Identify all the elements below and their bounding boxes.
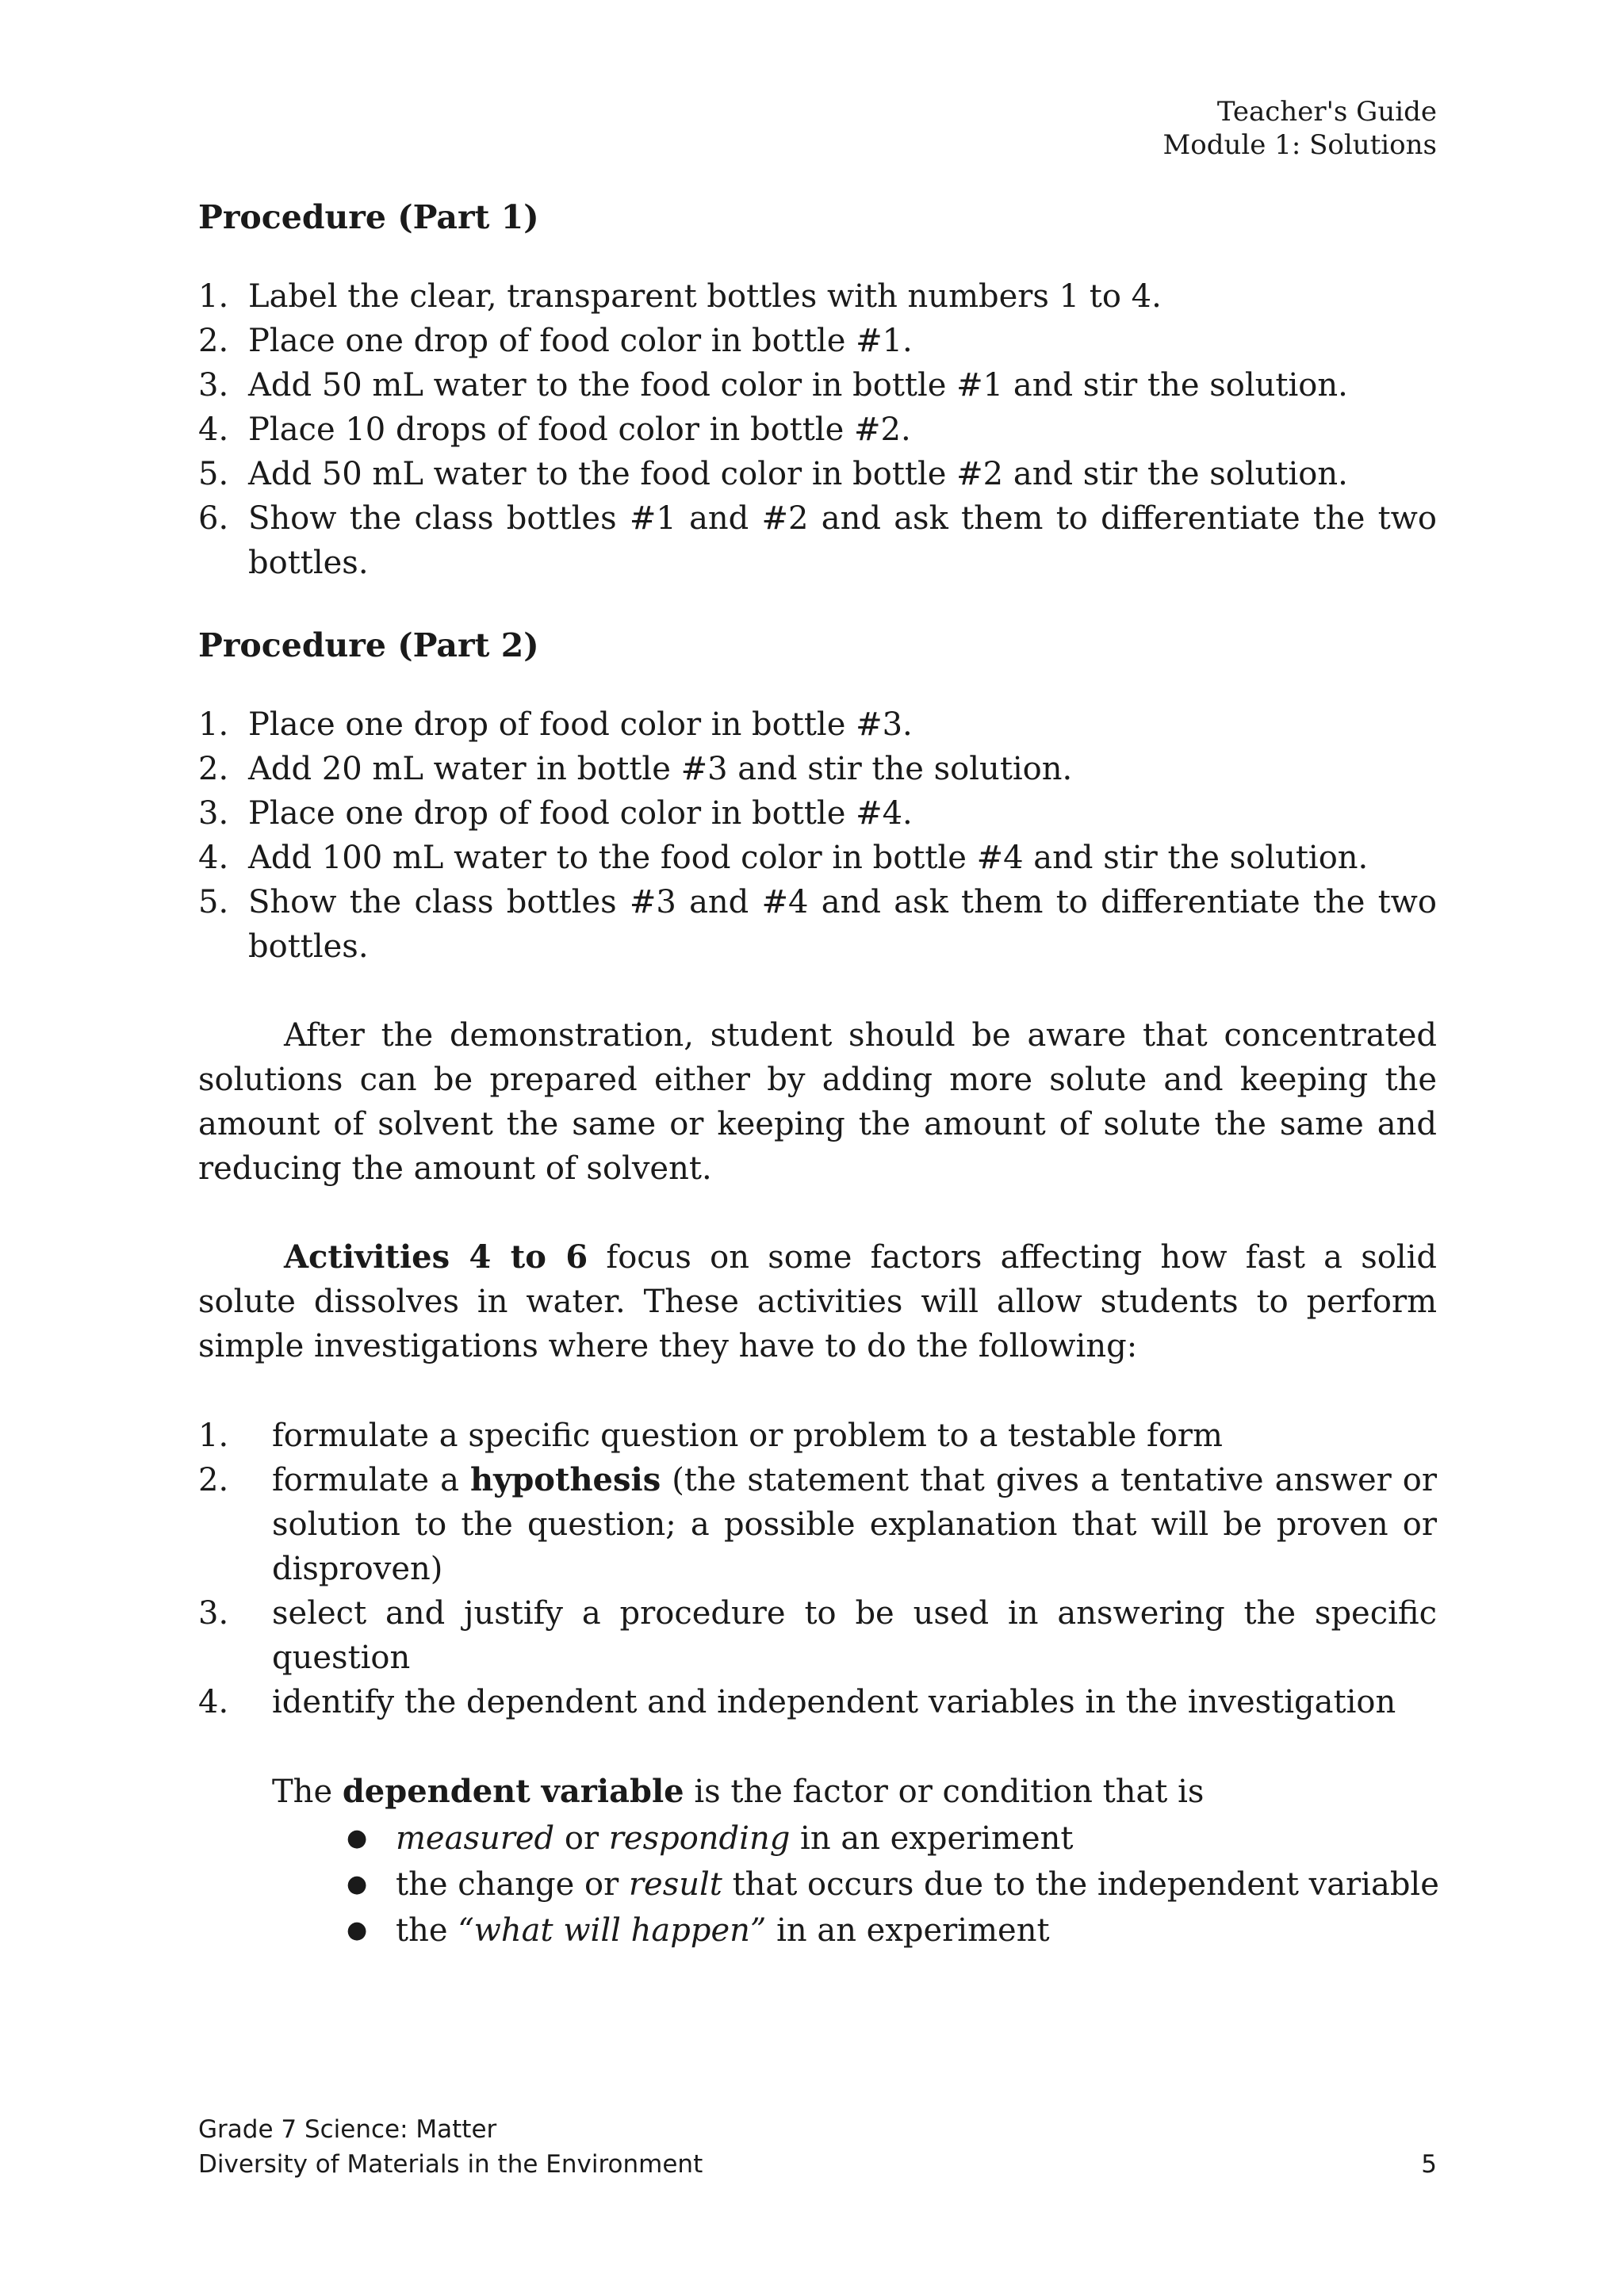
list-item: [198, 274, 1437, 319]
list-item: [198, 836, 1437, 880]
dependent-variable-bullets: [272, 1816, 1439, 1954]
list-item: [198, 1414, 1437, 1458]
footer-unit: Diversity of Materials in the Environment: [198, 2150, 703, 2179]
demonstration-paragraph: After the demonstration, student should be aware that concentrated solutions can be prepared either by adding more solute and keeping the amount of solvent the same or keeping the amount of solute the same and reducing the amount of solvent.: [198, 1017, 1437, 1187]
hypothesis-term: hypothesis: [470, 1461, 661, 1498]
item-text-continued: (the statement that gives a tentative answer or solution to the question; a possible explanation that will be proven or disproven): [272, 1462, 1437, 1587]
list-item: [272, 1816, 1439, 1862]
item-number: 2.: [198, 1462, 229, 1498]
list-item: [198, 702, 1437, 747]
item-number: 3.: [198, 367, 229, 404]
footer-course: Grade 7 Science: Matter: [198, 2115, 497, 2144]
bullet-text: that occurs due to the independent variable: [722, 1866, 1439, 1903]
item-text: formulate a: [272, 1462, 471, 1498]
item-text: Show the class bottles #1 and #2 and ask them to differentiate the two bottles.: [248, 500, 1437, 581]
list-item: [198, 791, 1437, 836]
bullet-text: in an experiment: [766, 1912, 1050, 1949]
item-text: Place one drop of food color in bottle #3.: [248, 706, 913, 743]
bullet-icon: ●: [347, 1916, 368, 1944]
item-text: Place 10 drops of food color in bottle #2.: [248, 411, 911, 448]
item-number: 4.: [198, 411, 229, 448]
list-item: [198, 363, 1437, 408]
item-text: Place one drop of food color in bottle #1.: [248, 323, 913, 359]
investigation-skills-list: [198, 1414, 1437, 1724]
item-number: 3.: [198, 795, 229, 832]
item-text: select and justify a procedure to be used in answering the specific question: [272, 1595, 1437, 1676]
dv-intro-post: is the factor or condition that is: [684, 1774, 1205, 1810]
item-number: 5.: [198, 456, 229, 492]
item-text: Add 50 mL water to the food color in bottle #2 and stir the solution.: [248, 456, 1348, 492]
dependent-variable-term: dependent variable: [342, 1773, 684, 1810]
item-text: formulate a specific question or problem to a testable form: [272, 1418, 1223, 1454]
bullet-text: the: [396, 1912, 458, 1949]
bullet-text: or: [554, 1820, 609, 1857]
list-item: [198, 747, 1437, 791]
item-number: 2.: [198, 751, 229, 787]
list-item: [198, 1458, 1437, 1591]
procedure-part2-list: [198, 702, 1437, 969]
procedure-part2-heading: Procedure (Part 2): [198, 626, 539, 664]
item-number: 5.: [198, 884, 229, 920]
list-item: [272, 1862, 1439, 1908]
item-number: 1.: [198, 278, 229, 315]
item-number: 4.: [198, 840, 229, 876]
italic-term: “what will happen”: [458, 1912, 767, 1949]
item-text: Add 100 mL water to the food color in bottle #4 and stir the solution.: [248, 840, 1369, 876]
list-item: [198, 408, 1437, 452]
bullet-text: in an experiment: [790, 1820, 1074, 1857]
running-header: [1162, 95, 1437, 162]
bullet-icon: ●: [347, 1870, 368, 1898]
list-item: [272, 1908, 1439, 1954]
page-footer: [198, 2112, 703, 2182]
item-text: Add 20 mL water in bottle #3 and stir the solution.: [248, 751, 1073, 787]
header-title: Teacher's Guide: [1216, 96, 1437, 128]
list-item: [198, 319, 1437, 363]
activities-paragraph: [198, 1235, 1437, 1368]
list-item: [198, 452, 1437, 496]
item-text: Place one drop of food color in bottle #4.: [248, 795, 913, 832]
procedure-part1-heading: Procedure (Part 1): [198, 198, 539, 236]
italic-term: responding: [608, 1820, 791, 1857]
item-text: Show the class bottles #3 and #4 and ask them to differentiate the two bottles.: [248, 884, 1437, 965]
item-number: 2.: [198, 323, 229, 359]
activities-bold-lead: Activities 4 to 6: [284, 1238, 588, 1276]
item-text: Label the clear, transparent bottles with numbers 1 to 4.: [248, 278, 1162, 315]
item-number: 1.: [198, 706, 229, 743]
list-item: [198, 1680, 1437, 1724]
italic-term: result: [628, 1866, 722, 1903]
dv-intro-pre: The: [272, 1774, 343, 1810]
list-item: [198, 496, 1437, 585]
bullet-icon: ●: [347, 1824, 368, 1852]
procedure-part1-list: [198, 274, 1437, 585]
dependent-variable-intro: [272, 1770, 1204, 1814]
list-item: [198, 880, 1437, 969]
item-number: 4.: [198, 1684, 229, 1720]
list-item: [198, 1591, 1437, 1680]
page-number: 5: [1421, 2150, 1437, 2179]
item-text: identify the dependent and independent variables in the investigation: [272, 1684, 1396, 1720]
item-text: Add 50 mL water to the food color in bottle #1 and stir the solution.: [248, 367, 1348, 404]
item-number: 6.: [198, 500, 229, 537]
italic-term: measured: [396, 1820, 555, 1857]
bullet-text: the change or: [396, 1866, 629, 1903]
header-module: Module 1: Solutions: [1162, 129, 1437, 161]
item-number: 1.: [198, 1418, 229, 1454]
item-number: 3.: [198, 1595, 229, 1632]
activities-text: focus on some factors affecting how fast a solid solute dissolves in water. These activities will allow students to perform simple investigations where they have to do the following:: [198, 1239, 1437, 1364]
